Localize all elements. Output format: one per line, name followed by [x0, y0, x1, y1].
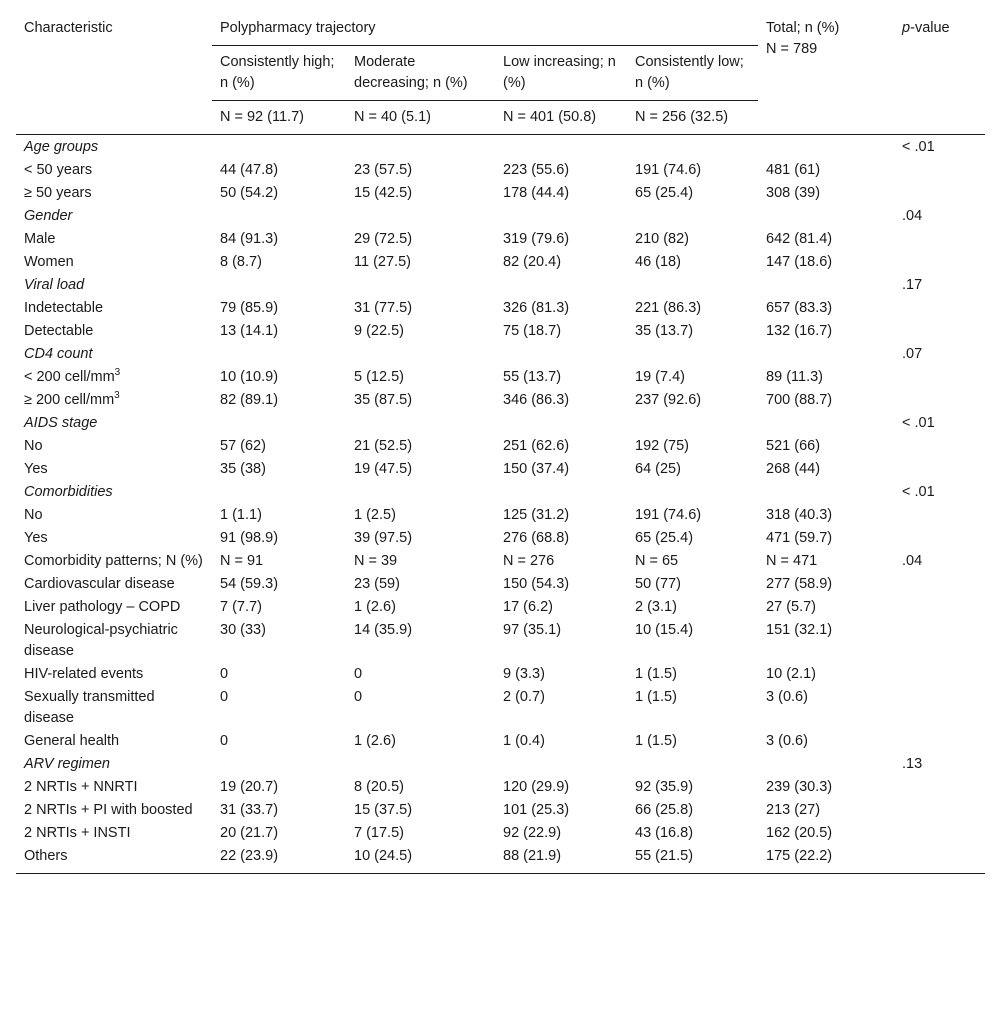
p-value — [894, 435, 985, 458]
section-label: Gender — [24, 208, 73, 224]
cell-value: 120 (29.9) — [503, 779, 570, 795]
cell-value: 10 (24.5) — [346, 845, 495, 874]
p-value — [894, 159, 985, 182]
cell-value: 192 (75) — [635, 438, 690, 454]
row-label: ≥ 50 years — [24, 185, 92, 201]
cell-value: 0 — [220, 666, 229, 682]
table-header — [16, 12, 985, 135]
p-value — [894, 822, 985, 845]
superscript: 3 — [114, 390, 120, 402]
cell-value — [346, 481, 495, 504]
row-label: HIV-related events — [24, 666, 144, 682]
cell-value: 13 (14.1) — [220, 323, 279, 339]
header-trajectory: Polypharmacy trajectory — [212, 12, 758, 46]
cell-value: 31 (77.5) — [354, 300, 413, 316]
cell-value — [627, 481, 758, 504]
cell-value: 21 (52.5) — [354, 438, 413, 454]
cell-value: 23 (59) — [354, 576, 400, 592]
cell-value — [495, 481, 627, 504]
header-total-label: Total; n (%) — [766, 20, 840, 36]
cell-value: 35 (87.5) — [354, 392, 413, 408]
cell-value: 657 (83.3) — [766, 300, 833, 316]
cell-value: 10 (10.9) — [220, 369, 279, 385]
cell-value: 239 (30.3) — [766, 779, 833, 795]
cell-value: 19 (7.4) — [635, 369, 685, 385]
cell-value: 8 (8.7) — [220, 254, 262, 270]
cell-value: N = 276 — [503, 553, 555, 569]
table-row — [16, 159, 985, 182]
cell-value — [495, 135, 627, 160]
cell-value: 471 (59.7) — [766, 530, 833, 546]
cell-value: N = 91 — [220, 553, 264, 569]
cell-value — [212, 753, 346, 776]
header-total — [758, 12, 894, 135]
cell-value: 19 (47.5) — [354, 461, 413, 477]
table-row — [16, 822, 985, 845]
cell-value — [346, 135, 495, 160]
p-value — [894, 251, 985, 274]
cell-value: 82 (20.4) — [503, 254, 562, 270]
cell-value: N = 65 — [635, 553, 679, 569]
header-col-n: N = 40 (5.1) — [346, 101, 495, 135]
cell-value: 346 (86.3) — [503, 392, 570, 408]
p-value: < .01 — [902, 484, 935, 500]
table-row — [16, 596, 985, 619]
cell-value — [627, 412, 758, 435]
section-label: Comorbidities — [24, 484, 113, 500]
table-row — [16, 550, 985, 573]
cell-value — [495, 412, 627, 435]
cell-value: 20 (21.7) — [220, 825, 279, 841]
table-row — [16, 845, 985, 874]
table-row — [16, 251, 985, 274]
p-value — [894, 366, 985, 389]
cell-value: 326 (81.3) — [503, 300, 570, 316]
cell-value: 66 (25.8) — [635, 802, 694, 818]
cell-value: 0 — [354, 666, 363, 682]
cell-value: 29 (72.5) — [354, 231, 413, 247]
header-col-n: N = 256 (32.5) — [627, 101, 758, 135]
row-label: No — [24, 438, 43, 454]
header-col-n: N = 92 (11.7) — [212, 101, 346, 135]
cell-value: 23 (57.5) — [354, 162, 413, 178]
cell-value: 101 (25.3) — [503, 802, 570, 818]
table-row — [16, 389, 985, 412]
cell-value: 91 (98.9) — [220, 530, 279, 546]
row-label: Yes — [24, 530, 48, 546]
cell-value — [627, 753, 758, 776]
cell-value — [627, 343, 758, 366]
cell-value: 92 (35.9) — [635, 779, 694, 795]
cell-value: 82 (89.1) — [220, 392, 279, 408]
table-body — [16, 135, 985, 874]
row-label: Yes — [24, 461, 48, 477]
p-value — [894, 504, 985, 527]
header-pvalue-suffix: -value — [910, 20, 950, 36]
cell-value — [758, 343, 894, 366]
table-row — [16, 366, 985, 389]
table-row — [16, 182, 985, 205]
row-label: Others — [16, 845, 212, 874]
cell-value: 2 (3.1) — [635, 599, 677, 615]
p-value — [894, 845, 985, 874]
cell-value: 88 (21.9) — [495, 845, 627, 874]
section-row — [16, 274, 985, 297]
p-value — [894, 389, 985, 412]
cell-value: 1 (2.6) — [354, 733, 396, 749]
cell-value — [212, 481, 346, 504]
section-label: AIDS stage — [24, 415, 98, 431]
cell-value: 50 (54.2) — [220, 185, 279, 201]
cell-value: 2 (0.7) — [503, 689, 545, 705]
cell-value — [346, 412, 495, 435]
cell-value: 1 (1.5) — [635, 689, 677, 705]
cell-value: 11 (27.5) — [354, 254, 411, 270]
cell-value — [346, 205, 495, 228]
row-label: < 50 years — [24, 162, 93, 178]
cell-value: 9 (22.5) — [354, 323, 404, 339]
header-col-name: Consistently low; n (%) — [627, 46, 758, 101]
p-value — [894, 596, 985, 619]
cell-value: 46 (18) — [635, 254, 681, 270]
cell-value: 308 (39) — [766, 185, 821, 201]
cell-value: 277 (58.9) — [766, 576, 833, 592]
p-value — [894, 799, 985, 822]
cell-value — [627, 274, 758, 297]
section-label: CD4 count — [24, 346, 93, 362]
cell-value — [212, 274, 346, 297]
cell-value: 237 (92.6) — [635, 392, 702, 408]
cell-value: 276 (68.8) — [503, 530, 570, 546]
header-pvalue — [894, 12, 985, 135]
cell-value: 150 (54.3) — [503, 576, 570, 592]
cell-value: 14 (35.9) — [354, 622, 413, 638]
row-label: Women — [24, 254, 74, 270]
cell-value: 84 (91.3) — [220, 231, 279, 247]
cell-value: 150 (37.4) — [503, 461, 570, 477]
cell-value: 1 (2.6) — [354, 599, 396, 615]
row-label: Neurological-psychiatric disease — [24, 622, 178, 659]
cell-value: 221 (86.3) — [635, 300, 702, 316]
cell-value: 151 (32.1) — [766, 622, 833, 638]
cell-value: 251 (62.6) — [503, 438, 570, 454]
row-label: 2 NRTIs + INSTI — [24, 825, 131, 841]
cell-value: 44 (47.8) — [220, 162, 279, 178]
cell-value — [212, 205, 346, 228]
cell-value: 0 — [220, 733, 229, 749]
cell-value: 35 (13.7) — [635, 323, 694, 339]
cell-value: 3 (0.6) — [766, 733, 808, 749]
cell-value: 162 (20.5) — [766, 825, 833, 841]
cell-value: 39 (97.5) — [354, 530, 413, 546]
table-row — [16, 527, 985, 550]
cell-value: 54 (59.3) — [220, 576, 279, 592]
cell-value: 15 (37.5) — [354, 802, 413, 818]
cell-value: 31 (33.7) — [220, 802, 279, 818]
cell-value — [212, 343, 346, 366]
cell-value: 27 (5.7) — [766, 599, 817, 615]
p-value — [894, 527, 985, 550]
p-value — [894, 776, 985, 799]
header-col-name: Moderate decreasing; n (%) — [346, 46, 495, 101]
row-label: Indetectable — [24, 300, 104, 316]
p-value — [894, 320, 985, 343]
row-label: < 200 cell/$mm^3$ — [24, 367, 121, 385]
table-row — [16, 799, 985, 822]
cell-value: 57 (62) — [220, 438, 266, 454]
cell-value — [346, 343, 495, 366]
cell-value: 1 (0.4) — [503, 733, 545, 749]
cell-value — [627, 135, 758, 160]
cell-value: 521 (66) — [766, 438, 821, 454]
row-label: Detectable — [24, 323, 94, 339]
p-value: < .01 — [902, 139, 935, 155]
section-label: ARV regimen — [24, 756, 110, 772]
cell-value — [495, 343, 627, 366]
cell-value: 10 (2.1) — [766, 666, 817, 682]
table-row — [16, 297, 985, 320]
row-label: 2 NRTIs + PI with boosted — [24, 802, 193, 818]
table-row — [16, 730, 985, 753]
superscript: 3 — [114, 367, 121, 379]
cell-value: 5 (12.5) — [354, 369, 404, 385]
cell-value — [758, 481, 894, 504]
row-label: Cardiovascular disease — [24, 576, 175, 592]
cell-value: 1 (1.5) — [635, 733, 677, 749]
table-row — [16, 663, 985, 686]
cell-value: 1 (1.5) — [635, 666, 677, 682]
row-label: Male — [24, 231, 56, 247]
table-row — [16, 619, 985, 663]
header-characteristic: Characteristic — [16, 12, 212, 135]
row-label: No — [24, 507, 43, 523]
cell-value: 0 — [220, 689, 229, 705]
cell-value: 1 (1.1) — [220, 507, 262, 523]
cell-value: 7 (17.5) — [354, 825, 404, 841]
cell-value: 191 (74.6) — [635, 162, 702, 178]
p-value — [894, 619, 985, 663]
cell-value: 79 (85.9) — [220, 300, 279, 316]
data-table — [16, 12, 985, 874]
cell-value: N = 471 — [766, 553, 818, 569]
p-value: .07 — [902, 346, 923, 362]
cell-value: 22 (23.9) — [212, 845, 346, 874]
row-label: 2 NRTIs + NNRTI — [24, 779, 138, 795]
table-row — [16, 776, 985, 799]
cell-value: 50 (77) — [635, 576, 681, 592]
p-value: .17 — [902, 277, 923, 293]
row-label: Sexually transmitted disease — [24, 689, 155, 726]
header-col-name: Consistently high; n (%) — [212, 46, 346, 101]
cell-value: 30 (33) — [220, 622, 266, 638]
p-value — [894, 730, 985, 753]
header-total-n: N = 789 — [766, 41, 818, 57]
cell-value: 65 (25.4) — [635, 185, 694, 201]
cell-value: 3 (0.6) — [766, 689, 808, 705]
section-label: Viral load — [24, 277, 85, 293]
cell-value — [495, 753, 627, 776]
p-value — [894, 228, 985, 251]
section-row — [16, 753, 985, 776]
section-row — [16, 135, 985, 160]
cell-value: 191 (74.6) — [635, 507, 702, 523]
cell-value: 8 (20.5) — [354, 779, 404, 795]
table-row — [16, 686, 985, 730]
p-value: .04 — [902, 208, 923, 224]
cell-value: 213 (27) — [766, 802, 821, 818]
cell-value — [758, 274, 894, 297]
cell-value: 55 (13.7) — [503, 369, 562, 385]
cell-value: 700 (88.7) — [766, 392, 833, 408]
cell-value: 147 (18.6) — [766, 254, 833, 270]
cell-value: 481 (61) — [766, 162, 821, 178]
cell-value — [212, 135, 346, 160]
p-value — [894, 182, 985, 205]
cell-value: 19 (20.7) — [220, 779, 279, 795]
cell-value: 319 (79.6) — [503, 231, 570, 247]
cell-value: 65 (25.4) — [635, 530, 694, 546]
cell-value — [758, 753, 894, 776]
cell-value: 43 (16.8) — [635, 825, 694, 841]
cell-value: 7 (7.7) — [220, 599, 262, 615]
cell-value — [495, 205, 627, 228]
cell-value: 17 (6.2) — [503, 599, 553, 615]
cell-value: 642 (81.4) — [766, 231, 833, 247]
header-pvalue-p: p — [902, 20, 911, 36]
cell-value: 1 (2.5) — [354, 507, 396, 523]
header-col-n: N = 401 (50.8) — [495, 101, 627, 135]
p-value — [894, 458, 985, 481]
cell-value: 10 (15.4) — [635, 622, 694, 638]
table-row — [16, 458, 985, 481]
row-label: Liver pathology – COPD — [24, 599, 181, 615]
table-row — [16, 573, 985, 596]
cell-value: 55 (21.5) — [627, 845, 758, 874]
cell-value: 75 (18.7) — [503, 323, 562, 339]
section-row — [16, 205, 985, 228]
p-value — [894, 573, 985, 596]
section-row — [16, 481, 985, 504]
row-label: Comorbidity patterns; N (%) — [24, 553, 203, 569]
cell-value: 125 (31.2) — [503, 507, 570, 523]
cell-value: 15 (42.5) — [354, 185, 413, 201]
p-value — [894, 663, 985, 686]
p-value: < .01 — [902, 415, 935, 431]
header-col-name: Low increasing; n (%) — [495, 46, 627, 101]
section-row — [16, 343, 985, 366]
cell-value — [758, 205, 894, 228]
table-row — [16, 228, 985, 251]
cell-value: 268 (44) — [766, 461, 821, 477]
section-label: Age groups — [24, 139, 99, 155]
cell-value: 132 (16.7) — [766, 323, 833, 339]
cell-value — [758, 412, 894, 435]
p-value — [894, 686, 985, 730]
row-label: General health — [24, 733, 120, 749]
cell-value: 175 (22.2) — [758, 845, 894, 874]
cell-value — [758, 135, 894, 160]
cell-value: 92 (22.9) — [503, 825, 562, 841]
table-row — [16, 320, 985, 343]
table-row — [16, 435, 985, 458]
cell-value: 318 (40.3) — [766, 507, 833, 523]
cell-value: 223 (55.6) — [503, 162, 570, 178]
cell-value — [627, 205, 758, 228]
cell-value: 178 (44.4) — [503, 185, 570, 201]
cell-value: 64 (25) — [635, 461, 681, 477]
p-value — [894, 297, 985, 320]
cell-value: 9 (3.3) — [503, 666, 545, 682]
cell-value — [346, 274, 495, 297]
cell-value: 210 (82) — [635, 231, 690, 247]
cell-value: 89 (11.3) — [766, 369, 823, 385]
cell-value: 0 — [354, 689, 363, 705]
section-row — [16, 412, 985, 435]
cell-value: 35 (38) — [220, 461, 266, 477]
p-value: .04 — [902, 553, 923, 569]
row-label: ≥ 200 cell/$mm^3$ — [24, 390, 120, 408]
cell-value — [212, 412, 346, 435]
cell-value: N = 39 — [354, 553, 398, 569]
cell-value: 97 (35.1) — [503, 622, 562, 638]
cell-value — [495, 274, 627, 297]
cell-value — [346, 753, 495, 776]
p-value: .13 — [902, 756, 923, 772]
table-row — [16, 504, 985, 527]
